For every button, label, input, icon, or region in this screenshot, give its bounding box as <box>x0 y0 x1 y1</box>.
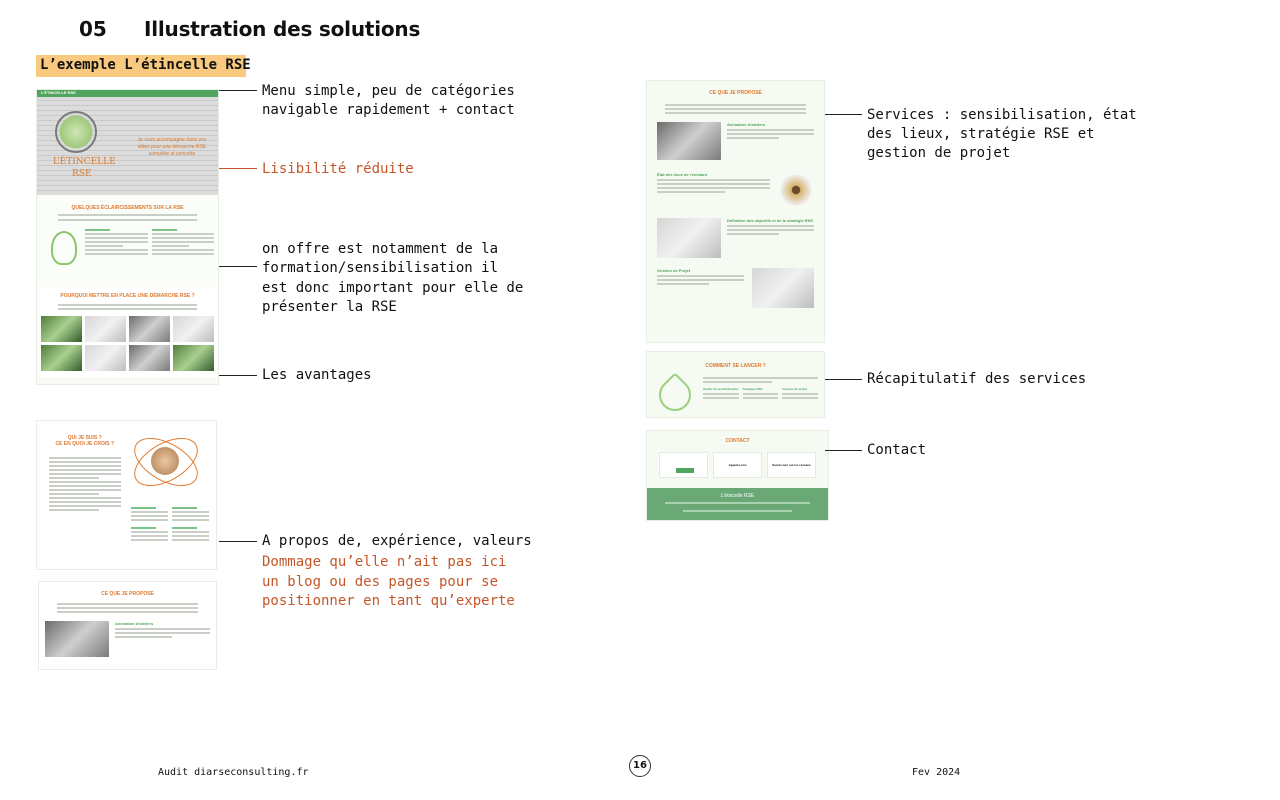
site-nav-brand: L’ÉTINCELLE RSE <box>41 90 76 95</box>
contact-footer-brand: L’étincelle RSE <box>720 493 755 499</box>
connector-services <box>825 114 862 115</box>
services-small-title: CE QUE JE PROPOSE <box>101 591 154 597</box>
footer-left: Audit diarseconsulting.fr <box>158 767 309 778</box>
contact-card-3: Suivez-moi sur les réseaux <box>772 463 811 467</box>
logo-text: L’ÉTINCELLE <box>53 157 116 167</box>
section-number: 05 <box>79 17 107 41</box>
contact-title: CONTACT <box>725 438 750 444</box>
services-item-3: Définition des objectifs et de la stratégie RSE <box>727 218 814 223</box>
about-title-2: CE EN QUOI JE CROIS ? <box>55 441 115 447</box>
about-title-1: QUI JE SUIS ? <box>67 435 102 441</box>
connector-contact <box>825 450 862 451</box>
network-tree-icon <box>778 172 814 208</box>
rse-section-title: QUELQUES ÉCLAIRCISSEMENTS SUR LA RSE <box>71 205 184 211</box>
connector-offer <box>219 266 257 267</box>
services-item-1: Animation d’ateliers <box>727 122 766 127</box>
section-title: Illustration des solutions <box>144 17 421 41</box>
why-section-title: POURQUOI METTRE EN PLACE UNE DÉMARCHE RSE ? <box>60 293 195 299</box>
start-step-1: Atelier de sensibilisation <box>703 387 739 391</box>
rse-section <box>37 195 218 287</box>
start-step-3: Gestion de projet <box>782 387 808 391</box>
rocket-icon <box>652 372 697 417</box>
annotation-services-line3: gestion de projet <box>867 145 1011 161</box>
services-item-4: Gestion de Projet <box>657 268 691 273</box>
annotation-recap: Récapitulatif des services <box>867 371 1087 387</box>
contact-footer <box>647 488 828 520</box>
tree-logo-icon <box>55 111 97 153</box>
site-hero <box>37 97 218 195</box>
connector-advantages <box>219 375 257 376</box>
avatar <box>151 447 179 475</box>
annotation-services-line1: Services : sensibilisation, état <box>867 107 1137 123</box>
start-title: COMMENT SE LANCER ? <box>705 363 766 369</box>
connector-about <box>219 541 257 542</box>
connector-menu <box>219 90 257 91</box>
annotation-blog-line2: un blog ou des pages pour se <box>262 574 499 590</box>
connector-readability <box>219 168 257 169</box>
annotation-services-line2: des lieux, stratégie RSE et <box>867 126 1095 142</box>
example-label: L’exemple L’étincelle RSE <box>36 55 246 77</box>
connector-recap <box>825 379 862 380</box>
screenshot-services-small <box>38 581 217 670</box>
annotation-menu-line2: navigable rapidement + contact <box>262 102 515 118</box>
site-nav-bar <box>37 90 218 97</box>
hero-tagline: Je vous accompagne dans vos idées pour une démarche RSE complète et concrète <box>137 137 207 157</box>
annotation-offer-line1: on offre est notamment de la <box>262 241 499 257</box>
annotation-menu-line1: Menu simple, peu de catégories <box>262 83 515 99</box>
annotation-advantages: Les avantages <box>262 367 372 383</box>
why-section <box>37 287 218 377</box>
lightbulb-icon <box>51 231 77 265</box>
annotation-blog-line1: Dommage qu’elle n’ait pas ici <box>262 554 507 570</box>
annotation-offer-line3: est donc important pour elle de <box>262 280 524 296</box>
start-step-2: Stratégie RSE <box>742 387 763 391</box>
services-title: CE QUE JE PROPOSE <box>709 90 762 96</box>
screenshot-about <box>36 420 217 570</box>
services-item-2: État des lieux de l’existant <box>657 172 708 177</box>
annotation-about: A propos de, expérience, valeurs <box>262 533 532 549</box>
page-number: 16 <box>629 755 651 777</box>
screenshot-home <box>36 89 219 385</box>
logo-text-rse: RSE <box>72 169 92 179</box>
contact-button-mock <box>676 468 694 473</box>
annotation-contact: Contact <box>867 442 927 458</box>
screenshot-start <box>646 351 825 418</box>
annotation-blog-line3: positionner en tant qu’experte <box>262 593 515 609</box>
footer-right: Fev 2024 <box>912 767 961 778</box>
annotation-readability: Lisibilité réduite <box>262 161 414 177</box>
annotation-offer-line4: présenter la RSE <box>262 299 397 315</box>
screenshot-contact <box>646 430 829 521</box>
contact-card-2: Appelez-moi <box>728 463 747 467</box>
workshop-photo <box>45 621 109 657</box>
screenshot-services <box>646 80 825 343</box>
services-small-card-title: Animation d’ateliers <box>115 621 154 626</box>
annotation-offer-line2: formation/sensibilisation il <box>262 260 499 276</box>
